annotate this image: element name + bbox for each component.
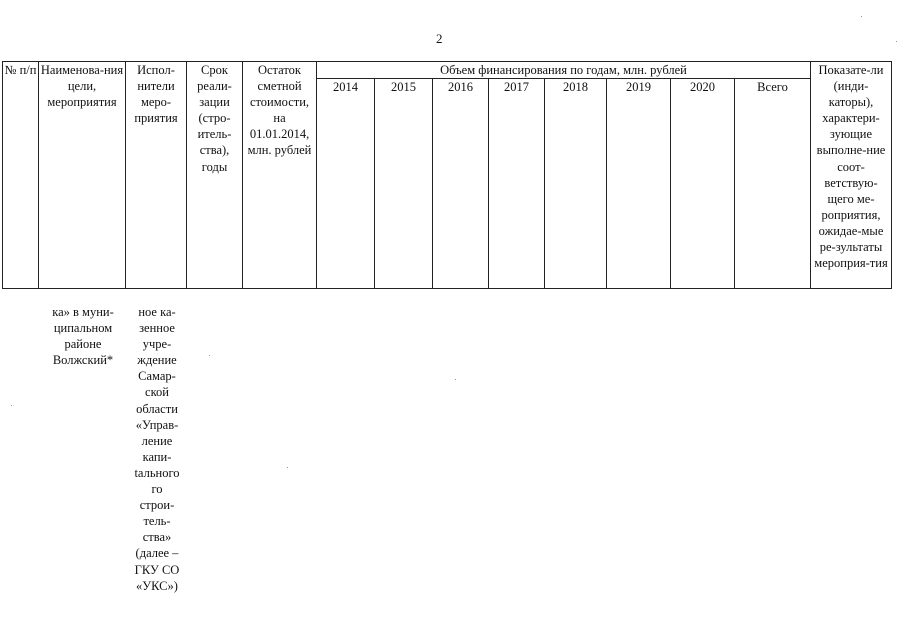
header-financing-text: Объем финансирования по годам, млн. рублей [440,63,687,77]
page-number: 2 [436,31,443,46]
header-remainder [243,62,317,289]
header-year-2016: 2016 [433,79,489,289]
header-year-2017: 2017 [489,79,545,289]
scan-speck [209,355,210,356]
header-num [3,62,39,289]
header-year-2014: 2014 [317,79,375,289]
header-name-text: Наименова-ния цели, мероприятия [40,63,124,110]
header-indicators [811,62,892,289]
header-total: Всего [735,79,811,289]
header-num-text: № п/п [4,63,37,77]
continued-executor-cell: ное ка- зенное учре- ждение Самар- ской области «Управ- ление капи- tального го строи- тель- ства» (далее – ГКУ СО «УКС») [134,305,180,593]
header-financing [317,62,811,79]
header-indicators-text: Показате-ли (инди-каторы), характери-зующие выполне-ние соот-ветствую-щего ме-роприятия, ожидае-мые ре-зультаты мероприя-тия [814,63,888,271]
financing-table [2,61,892,289]
header-year-2015: 2015 [375,79,433,289]
header-year-2019: 2019 [607,79,671,289]
scan-speck [287,467,288,468]
header-term-text: Срок реали-зации (стро-итель-ства), годы [197,63,232,174]
header-term [187,62,243,289]
header-name [39,62,126,289]
header-executors [126,62,187,289]
scan-speck [896,41,897,42]
scan-speck [861,16,862,17]
header-remainder-text: Остаток сметной стоимости, на 01.01.2014, млн. рублей [247,63,312,158]
header-year-2020: 2020 [671,79,735,289]
header-year-2018: 2018 [545,79,607,289]
scan-speck [11,405,12,406]
continued-name-cell: ка» в муни- ципальном районе Волжский* [52,305,114,368]
scan-speck [455,379,456,380]
header-executors-text: Испол-нители меро-приятия [134,63,178,126]
